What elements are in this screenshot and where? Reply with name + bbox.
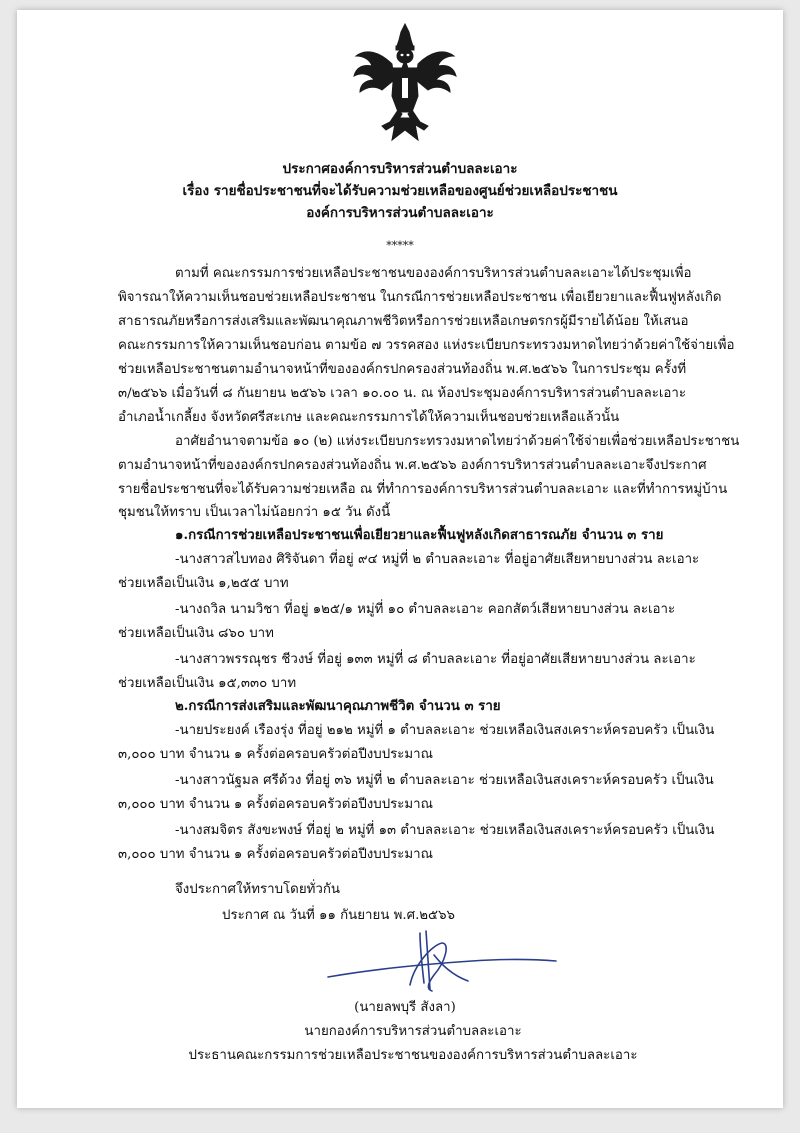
section1-item-line: -นางสาวสไบทอง ศิริจันดา ที่อยู่ ๙๔ หมู่ที่ ๒ ตำบลละเอาะ ที่อยู่อาศัยเสียหายบางส่วน ละเอาะ: [175, 552, 700, 567]
signature-icon: [322, 925, 562, 997]
para1-line: ตามที่ คณะกรรมการช่วยเหลือประชาชนขององค์การบริหารส่วนตำบลละเอาะได้ประชุมเพื่อ: [175, 266, 692, 281]
para2-line: ชุมชนให้ทราบ เป็นเวลาไม่น้อยกว่า ๑๕ วัน ดังนี้: [118, 505, 391, 520]
section2-item-amount: ๓,๐๐๐ บาท จำนวน ๑ ครั้งต่อครอบครัวต่อปีงบประมาณ: [118, 747, 433, 762]
section2-title: ๒.กรณีการส่งเสริมและพัฒนาคุณภาพชีวิต จำนวน ๓ ราย: [175, 699, 501, 714]
section1-item-amount: ช่วยเหลือเป็นเงิน ๘๖๐ บาท: [118, 626, 274, 641]
section2-item-line: -นายประยงค์ เรืองรุ่ง ที่อยู่ ๒๑๒ หมู่ที่ ๑ ตำบลละเอาะ ช่วยเหลือเงินสงเคราะห์ครอบครัว เป็นเงิน: [175, 723, 715, 738]
para2-line: รายชื่อประชาชนที่จะได้รับความช่วยเหลือ ณ ที่ทำการองค์การบริหารส่วนตำบลละเอาะ และที่ทำการหมู่บ้าน: [118, 482, 728, 497]
section1-item-amount: ช่วยเหลือเป็นเงิน ๑,๒๕๕ บาท: [118, 576, 289, 591]
signatory-committee-position: ประธานคณะกรรมการช่วยเหลือประชาชนขององค์การบริหารส่วนตำบลละเอาะ: [188, 1048, 638, 1063]
para2-line: ตามอำนาจหน้าที่ขององค์กรปกครองส่วนท้องถิ่น พ.ศ.๒๕๖๖ องค์การบริหารส่วนตำบลละเอาะจึงประกาศ: [118, 458, 707, 473]
garuda-emblem-icon: [352, 22, 458, 144]
signatory-position: นายกองค์การบริหารส่วนตำบลละเอาะ: [304, 1024, 522, 1039]
section2-item-line: -นางสาวนัฐมล ศรีด้วง ที่อยู่ ๓๖ หมู่ที่ ๒ ตำบลละเอาะ ช่วยเหลือเงินสงเคราะห์ครอบครัว เป็นเงิน: [175, 773, 714, 788]
para1-line: สาธารณภัยหรือการส่งเสริมและพัฒนาคุณภาพชีวิตหรือการช่วยเหลือเกษตรกรผู้มีรายได้น้อย ให้เสนอ: [118, 314, 689, 329]
announcement-subject: เรื่อง รายชื่อประชาชนที่จะได้รับความช่วยเหลือของศูนย์ช่วยเหลือประชาชน: [182, 183, 618, 199]
section1-item-line: -นางสาวพรรณุชร ชีวงษ์ ที่อยู่ ๑๓๓ หมู่ที่ ๘ ตำบลละเอาะ ที่อยู่อาศัยเสียหายบางส่วน ละเอาะ: [175, 652, 696, 667]
para1-line: พิจารณาให้ความเห็นชอบช่วยเหลือประชาชน ในกรณีการช่วยเหลือประชาชน เพื่อเยียวยาและฟื้นฟูหลังเกิด: [118, 290, 722, 305]
section2-item-line: -นางสมจิตร สังขะพงษ์ ที่อยู่ ๒ หมู่ที่ ๑๓ ตำบลละเอาะ ช่วยเหลือเงินสงเคราะห์ครอบครัว เป็นเงิน: [175, 823, 715, 838]
section1-item-amount: ช่วยเหลือเป็นเงิน ๑๕,๓๓๐ บาท: [118, 676, 297, 691]
section2-item-amount: ๓,๐๐๐ บาท จำนวน ๑ ครั้งต่อครอบครัวต่อปีงบประมาณ: [118, 797, 433, 812]
announcement-organization: องค์การบริหารส่วนตำบลละเอาะ: [306, 205, 494, 221]
section1-item-line: -นางถวิล นามวิชา ที่อยู่ ๑๒๕/๑ หมู่ที่ ๑๐ ตำบลละเอาะ คอกสัตว์เสียหายบางส่วน ละเอาะ: [175, 602, 676, 617]
date-line: ประกาศ ณ วันที่ ๑๑ กันยายน พ.ศ.๒๕๖๖: [222, 908, 456, 923]
para1-line: ๓/๒๕๖๖ เมื่อวันที่ ๘ กันยายน ๒๕๖๖ เวลา ๑๐.๐๐ น. ณ ห้องประชุมองค์การบริหารส่วนตำบลละเอาะ: [118, 386, 687, 401]
signatory-name: (นายลพบุรี สังลา): [354, 1000, 456, 1015]
closing-text: จึงประกาศให้ทราบโดยทั่วกัน: [175, 882, 340, 897]
para1-line: ช่วยเหลือประชาชนตามอำนาจหน้าที่ขององค์กรปกครองส่วนท้องถิ่น พ.ศ.๒๕๖๖ ในการประชุม ครั้งที่: [118, 362, 687, 377]
section1-title: ๑.กรณีการช่วยเหลือประชาชนเพื่อเยียวยาและฟื้นฟูหลังเกิดสาธารณภัย จำนวน ๓ ราย: [175, 528, 664, 543]
section2-item-amount: ๓,๐๐๐ บาท จำนวน ๑ ครั้งต่อครอบครัวต่อปีงบประมาณ: [118, 847, 433, 862]
para1-line: อำเภอน้ำเกลี้ยง จังหวัดศรีสะเกษ และคณะกรรมการได้ให้ความเห็นชอบช่วยเหลือแล้วนั้น: [118, 410, 620, 425]
announcement-title: ประกาศองค์การบริหารส่วนตำบลละเอาะ: [282, 161, 518, 177]
para2-line: อาศัยอำนาจตามข้อ ๑๐ (๒) แห่งระเบียบกระทรวงมหาดไทยว่าด้วยค่าใช้จ่ายเพื่อช่วยเหลือประชาชน: [175, 434, 740, 449]
para1-line: คณะกรรมการให้ความเห็นชอบก่อน ตามข้อ ๗ วรรคสอง แห่งระเบียบกระทรวงมหาดไทยว่าด้วยค่าใช้จ่ายเพื่อ: [118, 338, 735, 353]
separator-stars: *****: [386, 239, 414, 252]
